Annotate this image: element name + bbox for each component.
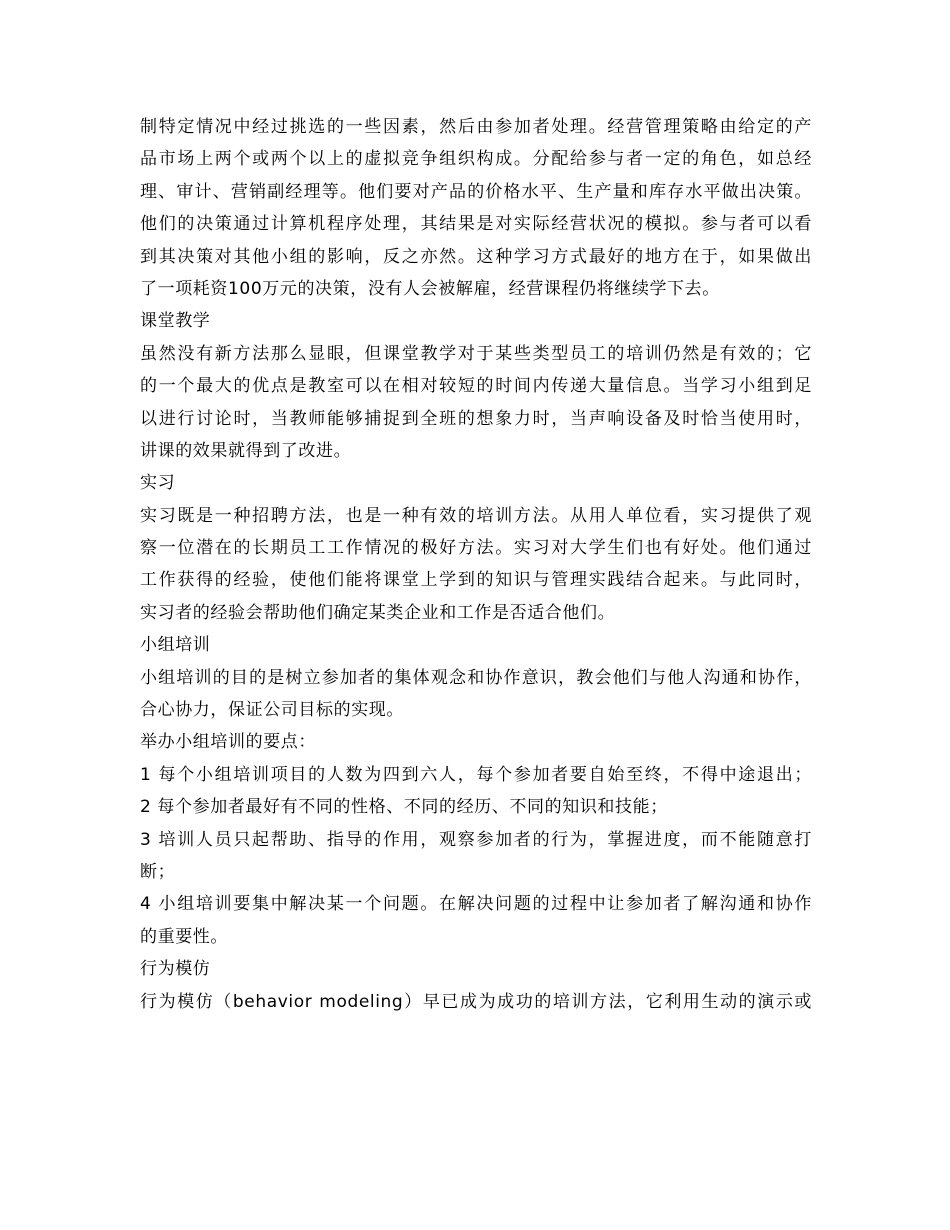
section-heading-behavior-modeling: 行为模仿 [140, 959, 211, 980]
text-line: 虽然没有新方法那么显眼，但课堂教学对于某些类型员工的培训仍然是有效的；它 [140, 343, 812, 364]
list-item: 4 小组培训要集中解决某一个问题。在解决问题的过程中让参加者了解沟通和协作 [140, 894, 812, 915]
section-heading-classroom-teaching: 课堂教学 [140, 311, 211, 332]
text-line: 小组培训的目的是树立参加者的集体观念和协作意识，教会他们与他人沟通和协作， [140, 667, 812, 688]
text-line: 制特定情况中经过挑选的一些因素，然后由参加者处理。经营管理策略由给定的产 [140, 117, 812, 137]
text-line: 讲课的效果就得到了改进。 [140, 440, 352, 461]
text-line: 他们的决策通过计算机程序处理，其结果是对实际经营状况的模拟。参与者可以看 [140, 214, 812, 235]
list-item: 3 培训人员只起帮助、指导的作用，观察参加者的行为，掌握进度，而不能随意打 [140, 829, 812, 850]
list-item-continuation: 的重要性。 [140, 926, 228, 947]
list-item: 2 每个参加者最好有不同的性格、不同的经历、不同的知识和技能； [140, 797, 668, 818]
text-line: 了一项耗资100万元的决策，没有人会被解雇，经营课程仍将继续学下去。 [140, 278, 720, 299]
text-line: 实习既是一种招聘方法，也是一种有效的培训方法。从用人单位看，实习提供了观 [140, 505, 812, 526]
text-line: 以进行讨论时，当教师能够捕捉到全班的想象力时，当声响设备及时恰当使用时， [140, 408, 812, 429]
text-line: 理、审计、营销副经理等。他们要对产品的价格水平、生产量和库存水平做出决策。 [140, 181, 812, 202]
section-heading-group-training: 小组培训 [140, 635, 211, 656]
document-page [140, 111, 812, 1018]
text-line: 工作获得的经验，使他们能将课堂上学到的知识与管理实践结合起来。与此同时， [140, 570, 812, 591]
text-line: 品市场上两个或两个以上的虚拟竞争组织构成。分配给参与者一定的角色，如总经 [140, 149, 812, 170]
text-line: 察一位潜在的长期员工工作情况的极好方法。实习对大学生们也有好处。他们通过 [140, 538, 812, 559]
text-line: 行为模仿（behavior modeling）早已成为成功的培训方法，它利用生动的演示或 [140, 991, 812, 1012]
list-intro: 举办小组培训的要点： [140, 732, 316, 753]
list-item: 1 每个小组培训项目的人数为四到六人，每个参加者要自始至终，不得中途退出； [140, 764, 812, 785]
text-line: 合心协力，保证公司目标的实现。 [140, 700, 404, 721]
text-line: 的一个最大的优点是教室可以在相对较短的时间内传递大量信息。当学习小组到足 [140, 376, 812, 397]
list-item-continuation: 断； [140, 861, 176, 882]
text-line: 到其决策对其他小组的影响，反之亦然。这种学习方式最好的地方在于，如果做出 [140, 246, 812, 267]
text-line: 实习者的经验会帮助他们确定某类企业和工作是否适合他们。 [140, 602, 616, 623]
section-heading-internship: 实习 [140, 473, 176, 494]
